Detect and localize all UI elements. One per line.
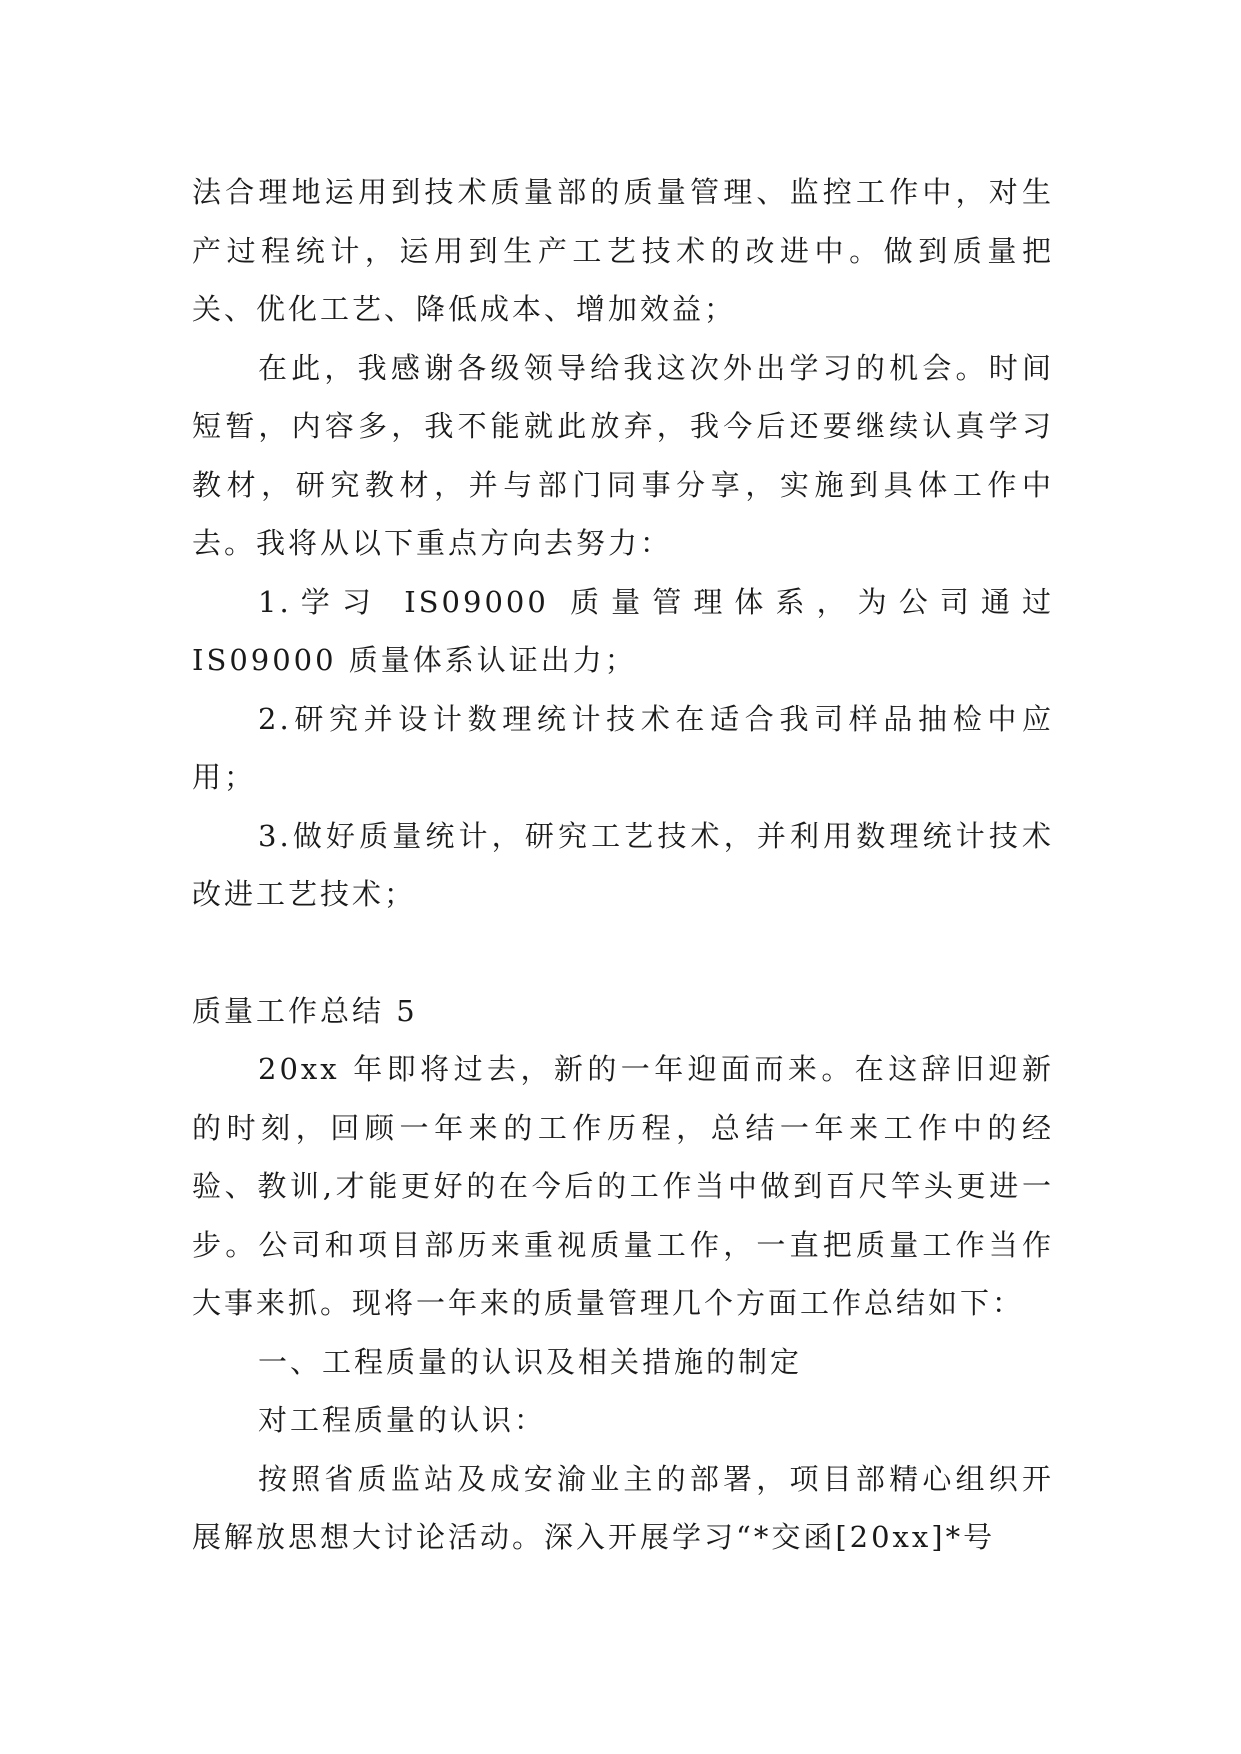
paragraph: 在此，我感谢各级领导给我这次外出学习的机会。时间短暂，内容多，我不能就此放弃，我今后还要继续认真学习教材，研究教材，并与部门同事分享，实施到具体工作中去。我将从以下重点方向去努力： — [192, 350, 1054, 560]
list-item: 1.学习 IS09000 质量管理体系，为公司通过 IS09000 质量体系认证出力； — [192, 584, 1054, 677]
document-body — [192, 163, 1054, 1567]
list-item: 3.做好质量统计，研究工艺技术，并利用数理统计技术改进工艺技术； — [192, 818, 1054, 911]
paragraph: 法合理地运用到技术质量部的质量管理、监控工作中，对生产过程统计，运用到生产工艺技术的改进中。做到质量把关、优化工艺、降低成本、增加效益； — [192, 175, 1054, 326]
paragraph: 对工程质量的认识： — [258, 1403, 547, 1437]
section-title: 质量工作总结 5 — [192, 993, 418, 1028]
paragraph: 20xx 年即将过去，新的一年迎面而来。在这辞旧迎新的时刻，回顾一年来的工作历程，总结一年来工作中的经验、教训,才能更好的在今后的工作当中做到百尺竿头更进一步。公司和项目部历来重视质量工作，一直把质量工作当作大事来抓。现将一年来的质量管理几个方面工作总结如下： — [192, 1052, 1054, 1320]
paragraph: 按照省质监站及成安渝业主的部署，项目部精心组织开展解放思想大讨论活动。深入开展学习“*交函[20xx]*号 — [192, 1461, 1054, 1554]
subheading: 一、工程质量的认识及相关措施的制定 — [258, 1344, 803, 1379]
list-item: 2.研究并设计数理统计技术在适合我司样品抽检中应用； — [192, 701, 1054, 794]
